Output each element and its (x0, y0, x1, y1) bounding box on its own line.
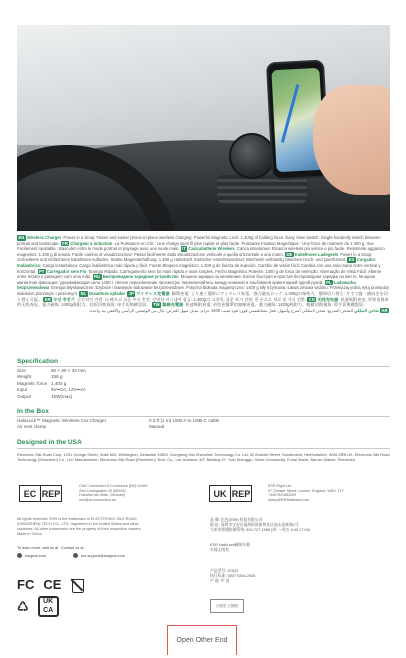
title-ar: شاحن لاسلكي (354, 307, 379, 313)
cn-detail-row (210, 579, 255, 584)
model-label: 产品型号: (210, 569, 227, 573)
globe-icon (17, 553, 22, 558)
lang-tag-pl: PL (326, 279, 332, 285)
lang-tag-de: DE (286, 251, 293, 257)
text-es: Carga instantánea: Carga inalámbrica más rápida y fácil. Fuerte Bloqueo magnético: 1.400 g de fuerza de sujeción. Cambio de visión fácil: Cambia con una sola mano entre vertical y horizontal. (17, 262, 381, 274)
title-pt: Carregador sem Fio (46, 268, 87, 274)
text-jp: 瞬間充電: より速く簡単にワイヤレス充電。強力磁気ロック: 1,400gの保持力。簡単切り替え: 片手で縦・横向きを切り替え可能。 (17, 290, 388, 302)
text-pl: Energia Błyskawicznie: Szybsze i łatwiejsze ładowanie bezprzewodowe. Potężna blokada magnetyczna: 1400 g siły trzymania. Łatwa zmiana widoku: Przełączaj jedną ręką pomiędzy widokiem pionowym i poziomym. (17, 285, 390, 296)
inbox-col-left (17, 418, 106, 429)
inbox-item: Air vent clamp (17, 423, 47, 429)
title-jp: ワイヤレス充電器 (136, 290, 170, 296)
title-cn: 无线充电器 (317, 296, 339, 302)
multilingual-description (17, 235, 390, 313)
lang-tag-it: IT (182, 246, 186, 252)
website-link[interactable]: esrgear.com (25, 553, 46, 558)
text-fr: La Puissance en Clic : Une charge sans fil plus rapide et plus facile. Puissante Fixation Magnétique : Une force de maintien de 1 400 g. Vue Facilement Ajustable : Basculez entre le mode portrait et paysage avec une seule main. (17, 240, 374, 252)
certification-marks (17, 576, 84, 593)
recycle-icon: ♺ (17, 598, 29, 614)
inbox-title: In the Box (17, 408, 49, 415)
lang-tag-kr: KR (44, 296, 51, 302)
contact-line (17, 546, 84, 550)
contact-links (17, 553, 125, 558)
lang-tag-es: ES (348, 257, 355, 263)
cn-line: 大州市影搜影城系统: 400-727-1966 (周一~周五 9:00-17:00) (210, 528, 311, 532)
lang-tag-tw: TW (153, 302, 160, 308)
spec-table (17, 368, 86, 400)
std-label: 执行标准: (210, 574, 227, 578)
ec-rep-mark (19, 485, 62, 502)
cn-line: 车载无线充 (210, 548, 229, 552)
ukca-bottom: CA (43, 606, 54, 614)
origin-label: 产 地: (210, 579, 220, 583)
text-en: Power in a Snap: Faster and easier phone-in-place wireless charging. Powerful Magnetic Lock: 1,400g of holding force. Easy View Switch: Single-handedly switch between portrait and landscape. (17, 235, 381, 246)
origin-value: 中 国 (220, 579, 230, 583)
cn-product-details (210, 569, 255, 584)
spec-value: 9V⎓2A, 12V⎓2A (51, 387, 86, 393)
charger-graphic (229, 133, 275, 179)
rights-text: All rights reserved. ESR is the trademark of ELECTRONIC SILK ROAD (SHENZHEN) TECH CO., LTD. registered in the United States and other countries. All other trademarks are the property of their respective owners. Made in China. (17, 517, 142, 536)
spec-value: 90 × 80 × 32 mm (51, 368, 86, 373)
title-nl: Draadloze oplader (88, 290, 126, 296)
lang-tag-ru: RU (94, 274, 101, 280)
lang-tag-en: EN (18, 235, 25, 240)
weee-bin-icon (70, 576, 84, 593)
rep-label: REP (230, 486, 251, 501)
title-de: Kabelloses Ladegerät (294, 251, 339, 257)
cn-product-name (210, 543, 250, 553)
inbox-item: 0.3 ft (1 m) USB-A to USB-C cable (149, 418, 220, 423)
divider (17, 448, 390, 449)
spec-key: Weight (17, 374, 32, 380)
product-photo (17, 25, 390, 231)
spec-value: 156 g (51, 374, 63, 380)
batch-label: 日期见 日期贴 (210, 599, 244, 613)
text-kr: 순간적인 전원: 더 빠르고 쉬운 무선 충전. 강력한 마그네틱 잠금: 1,400g의 고정력. 쉬운 보기 전환: 한 손으로 세로 및 가로 전환. (76, 296, 307, 302)
open-other-end-button[interactable]: Open Other End (167, 625, 237, 655)
text-ar: الشحن السريع: شحن لاسلكي أسرع وأسهل. قفل مغناطيسي قوي: قوة تثبيت 1400 جرام. تبديل سهل للعرض: بدّل بين الوضعين الرأسي والأفقي بيد واحدة. (88, 307, 353, 313)
uk-rep-address: ESR Right Ltd. 57 Chester Street, London, England, WW1 1YY +4407541583209 ukrep@ESRlinkmark.com (268, 484, 344, 502)
text-tw: 快速吸附充電: 更快更簡單的無線充電。強力磁吸: 1400g吸附力。輕鬆切換視角: 單手切換橫豎屏。 (185, 302, 368, 308)
uk-rep-mark (209, 485, 252, 502)
title-it: Caricabatterie Wireless (188, 246, 235, 252)
mail-icon (73, 553, 78, 558)
lang-tag-pt: PT (39, 268, 45, 274)
inbox-col-right (149, 418, 219, 429)
usa-legal-text: Electronic Silk Road Corp. 1201 Orange Street, Suite 600, Wilmington, Delaware 19801. Dongfeng Silu Shenzhen Technology Co. Ltd. 52 Arundel Street, Sunderland, Hertfordshire, WD6 2RB UK. Electronic Silk Road Technology (Shenzhen) Co., Ltd. Manufacturer: Electronic Silk Road (Shenzhen) Tech. Co., Ltd. Address: 4/F, Building 47, Yufu Shenggu, Xinhe Community, Fuhai Street, Bao'an District, Shenzhen. (17, 452, 390, 463)
title-pl: Ładowarka bezprzewodowa (17, 279, 356, 291)
text-de: Power in a Snap: Schnelleres und einfacheres kabelloses Aufladen. Starke Magnetanhaftung: 1.400 g Haltekraft. Einfacher Ansichtswechsel: Wechseln einhändig zwischen Hoch- und Querformat. (17, 251, 373, 263)
lang-tag-ar: AR (381, 307, 388, 313)
divider (17, 416, 390, 417)
title-ru: Беспроводное зарядное устройство (102, 274, 179, 280)
lang-tag-jp: JP (128, 290, 134, 296)
spec-key: Input (17, 387, 28, 393)
rep-label: REP (40, 486, 61, 501)
uk-label: UK (213, 488, 227, 499)
package-insert (17, 25, 390, 619)
inbox-item: Manual (149, 423, 165, 429)
cn-company-info (210, 518, 390, 533)
contact-label: Contact us at (61, 546, 84, 550)
spec-key: Output (17, 393, 31, 399)
inbox-item: HaloLock™ Magnetic Wireless Car Charger (17, 418, 107, 423)
cn-line: 品 牌: 亿色(ESR) 科技有限公司 (210, 518, 263, 522)
lang-tag-nl: NL (80, 290, 87, 296)
title-kr: 무선 충전기 (53, 296, 75, 302)
std-value: GB/T 9254-2008 (227, 574, 256, 578)
text-it: Carica istantanea: Ricarica wireless più veloce e più facile. Resistente aggancio magnetico: 1.400 g di tenuta. Facile cambio di visualizzazione: Passa facilmente dalla visualizzazione verticale a quella orizzontale a una mano. (17, 246, 385, 257)
email-link[interactable]: esr-support@esrgear.com (80, 553, 125, 558)
title-fr: Chargeur à induction (70, 240, 113, 246)
fcc-mark: FC (17, 577, 35, 592)
learn-more-text: To learn more, visit us at (17, 546, 59, 550)
cn-line: 地 址: 深圳市宝安区福海街道新和社区福永星辉路1号 (210, 523, 299, 527)
title-es: Cargador Inalámbrico (17, 257, 376, 268)
ec-rep-address: C&E Connection E-Commerce (DE) GmbH Zum Linnegraben 20 (65933) Frankfurt am Main, Germany info@ce-connection.de (79, 484, 148, 502)
title-tw: 無線充電器 (162, 302, 184, 308)
ukca-top: UK (43, 598, 54, 606)
divider (17, 366, 390, 367)
lang-tag-cn: CN (308, 296, 315, 302)
text-ru: Мощная зарядка за мгновение: Более быстрая и простая беспроводная зарядка на месте. Мощная магнитная фиксация: удерживающая сила 1400 г. Легкое переключение просмотра: переключайтесь между книжной и альбомной ориентацией одной рукой. (17, 274, 376, 285)
certification-marks-row2 (17, 596, 59, 617)
spec-value: 1,400 g (51, 380, 67, 386)
usa-title: Designed in the USA (17, 439, 82, 446)
text-cn: 快速吸附充电: 更快更简单的无线充电。强力磁吸: 1400g吸附力。轻松切换视角: 单手切换横竖屏。 (17, 296, 389, 308)
title-en: Wireless Charger (26, 235, 62, 240)
ce-mark: CE (43, 577, 62, 592)
model-value: 2C522 (227, 569, 239, 573)
lang-tag-fr: FR (62, 240, 68, 246)
ukca-mark (38, 596, 59, 617)
spec-value: 15W(max) (51, 393, 73, 399)
text-pt: Energia Rápida: Carregamento sem fio mais rápido e mais simples. Fecho Magnético Potente: 1400 g de força de retenção. Alternação de Vista Fácil: Alterne entre retrato e paisagem com uma mão. (17, 268, 382, 280)
cn-line: ESR HaloLock磁吸车载 (210, 543, 250, 547)
ec-label: EC (23, 488, 37, 499)
spec-title: Specification (17, 358, 59, 365)
spec-key: Magnetic force (17, 380, 48, 386)
spec-key: Size (17, 368, 26, 373)
spec-row (17, 394, 86, 400)
